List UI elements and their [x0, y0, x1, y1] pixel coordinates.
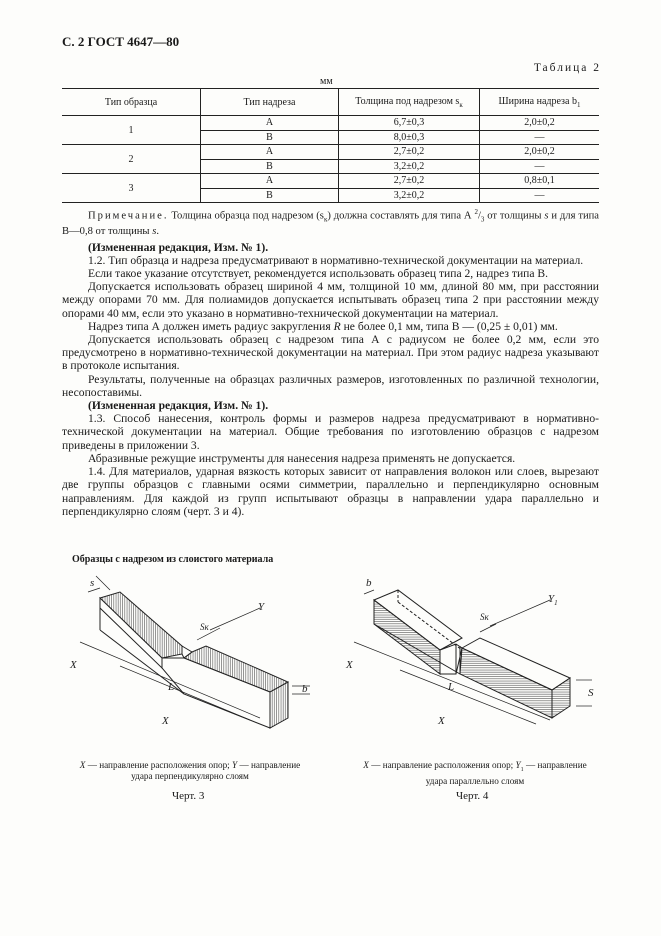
specimen-table: [62, 88, 599, 203]
fig4-label-s: S: [588, 687, 594, 699]
paragraph: Надрез типа А должен иметь радиус закругления R не более 0,1 мм, типа В — (0,25 ± 0,01) мм.: [88, 319, 558, 333]
table-cell: —: [480, 188, 600, 203]
fig4-label-l: L: [448, 681, 455, 693]
table-cell: 0,8±0,1: [480, 174, 600, 189]
fig4-label-b: b: [366, 577, 372, 589]
table-label: Таблица 2: [533, 62, 601, 74]
fig4-label-y: $Y_1$: [548, 593, 558, 607]
table-cell: 3,2±0,2: [339, 188, 480, 203]
fig3-label-x1: X: [70, 659, 77, 671]
figure-3-drawing: [60, 570, 325, 740]
figure-3-label: Черт. 3: [172, 790, 205, 802]
table-cell: —: [480, 130, 600, 145]
table-cell: 6,7±0,3: [339, 116, 480, 131]
fig4-label-sk: Sк: [480, 612, 489, 622]
table-cell: А: [201, 145, 339, 160]
fig3-label-s: s: [90, 577, 95, 589]
fig4-label-x2: X: [438, 715, 445, 727]
edit-note: (Измененная редакция, Изм. № 1).: [88, 399, 269, 413]
page-header: С. 2 ГОСТ 4647—80: [62, 34, 180, 49]
table-header-row: [62, 89, 599, 116]
table-cell: В: [201, 130, 339, 145]
table-cell: 2,7±0,2: [339, 145, 480, 160]
paragraph: 1.4. Для материалов, ударная вязкость которых зависит от направления волокон или слоев, вырезают две группы образцов с главными осями симметрии, параллельно и перпендикулярно основным направлениям. Для каждой из групп испытывают образцы в направлении удара параллельно и перпендикулярно слоям (черт. 3 и 4).: [62, 465, 599, 518]
table-row: [62, 116, 599, 131]
fig3-label-x2: X: [162, 715, 169, 727]
fig3-label-b: b: [302, 683, 308, 695]
paragraph: Если такое указание отсутствует, рекомендуется использовать образец типа 2, надрез типа В.: [88, 267, 549, 281]
paragraph: Допускается использовать образец шириной 4 мм, толщиной 10 мм, длиной 80 мм, при расстоянии между опорами 70 мм. Для полиамидов допускается испытывать образец типа 2 при расстоянии между опорами 40 мм, если это указано в нормативно-технической документации на материал.: [62, 280, 599, 320]
col-thickness: Толщина под надрезом $s_к$: [339, 89, 480, 116]
figure-3-caption: X — направление расположения опор; Y — направление удара перпендикулярно слоям: [79, 760, 301, 781]
table-cell: В: [201, 188, 339, 203]
table-cell: А: [201, 174, 339, 189]
paragraph: Результаты, полученные на образцах различных размеров, изготовленных по различной технологии, несопоставимы.: [62, 372, 599, 399]
fig3-label-y: Y: [258, 601, 265, 613]
figure-4-label: Черт. 4: [456, 790, 489, 802]
specimen-type-cell: 1: [62, 116, 201, 145]
paragraph: Абразивные режущие инструменты для нанесения надреза применять не допускается.: [88, 451, 516, 465]
figure-4-drawing: [340, 570, 610, 740]
paragraph: 1.3. Способ нанесения, контроль формы и размеров надреза предусматривают в нормативно-технической документации на материал. Общие требования по изготовлению образцов с надрезом приведены в приложении 3.: [62, 412, 599, 452]
table-cell: В: [201, 159, 339, 174]
table-cell: 8,0±0,3: [339, 130, 480, 145]
figure-title: Образцы с надрезом из слоистого материала: [72, 554, 274, 565]
table-cell: А: [201, 116, 339, 131]
table-row: [62, 145, 599, 160]
body-text: [62, 206, 599, 518]
col-specimen-type: Тип образца: [62, 89, 201, 116]
table-cell: 3,2±0,2: [339, 159, 480, 174]
edit-note: (Измененная редакция, Изм. № 1).: [88, 240, 269, 254]
col-width: Ширина надреза $b_1$: [480, 89, 600, 116]
table-cell: 2,7±0,2: [339, 174, 480, 189]
paragraph: Допускается использовать образец с надрезом типа А с радиусом не более 0,2 мм, если это предусмотрено в нормативно-технической документации на материал. При этом радиус надреза указывают в протоколе испытания.: [62, 333, 599, 373]
table-cell: 2,0±0,2: [480, 145, 600, 160]
figure-4-caption: X — направление расположения опор; $Y_1$ — направление удара параллельно слоям: [363, 760, 587, 786]
paragraph: 1.2. Тип образца и надреза предусматривают в нормативно-технической документации на материал.: [88, 253, 584, 267]
fig3-label-l: L: [168, 681, 175, 693]
table-cell: —: [480, 159, 600, 174]
col-notch-type: Тип надреза: [201, 89, 339, 116]
fig3-label-sk: Sк: [200, 622, 209, 632]
specimen-type-cell: 2: [62, 145, 201, 174]
table-unit: мм: [320, 76, 333, 87]
specimen-type-cell: 3: [62, 174, 201, 203]
table-note: Примечание. Толщина образца под надрезом $(s_к)$ должна составлять для типа А $^2/_3$ от толщины s и для типа В—0,8 от толщины s.: [62, 208, 599, 237]
fig4-label-x1: X: [346, 659, 353, 671]
table-cell: 2,0±0,2: [480, 116, 600, 131]
table-row: [62, 174, 599, 189]
